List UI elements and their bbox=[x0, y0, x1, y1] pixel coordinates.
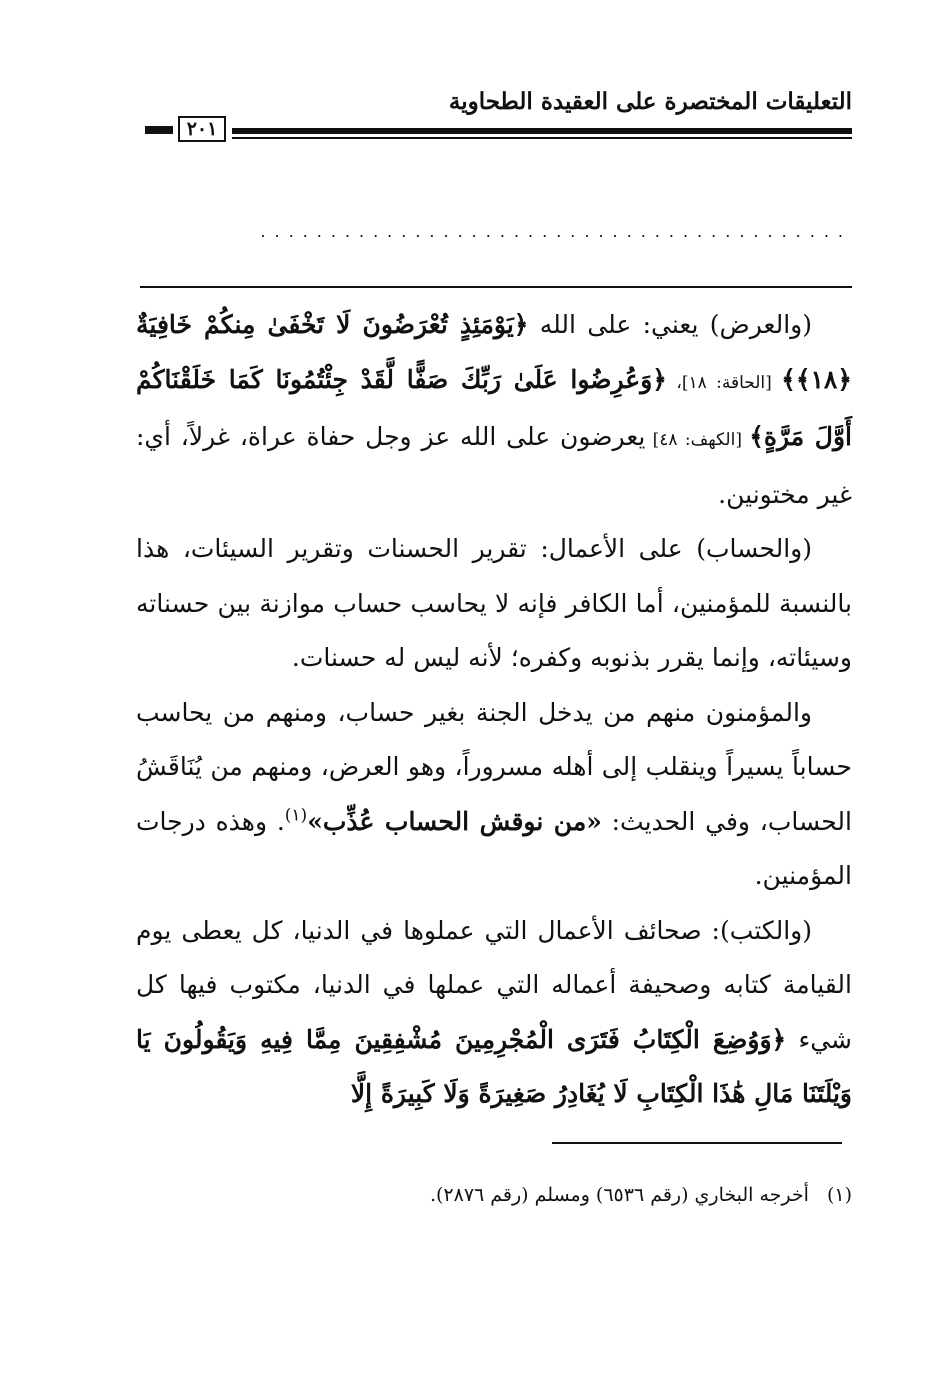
header-rule bbox=[232, 128, 852, 142]
verse-reference-haqqah: [الحاقة: ١٨]، bbox=[666, 372, 782, 393]
footnote-marker[interactable]: (١) bbox=[284, 805, 308, 826]
footnote-rule bbox=[552, 1142, 842, 1144]
footnote-number: (١) bbox=[826, 1184, 852, 1206]
paragraph-believers bbox=[136, 686, 852, 904]
header-rule-thick bbox=[232, 128, 852, 134]
quran-verse-kahf: ﴿وَعُرِضُوا عَلَىٰ رَبِّكَ صَفًّا لَّقَدْ جِئْتُمُونَا كَمَا خَلَقْنَاكُمْ أَوَّلَ مَرَّةٍ﴾ bbox=[136, 364, 852, 451]
paragraph-display-intro: (والعرض) يعني: على الله bbox=[528, 310, 812, 339]
paragraph-display bbox=[136, 298, 852, 522]
running-title: التعليقات المختصرة على العقيدة الطحاوية bbox=[448, 88, 852, 115]
page-number-dash bbox=[145, 126, 173, 134]
paragraph-believers-before: والمؤمنون منهم من يدخل الجنة بغير حساب، ومنهم من يحاسب حساباً يسيراً وينقلب إلى أهله مسروراً، وهو العرض، ومنهم من يُنَاقَشُ الحساب، وفي الحديث: bbox=[136, 697, 852, 836]
hadith-quote: «من نوقش الحساب عُذِّب» bbox=[307, 806, 602, 836]
paragraph-reckoning: (والحساب) على الأعمال: تقرير الحسنات وتقرير السيئات، هذا بالنسبة للمؤمنين، أما الكافر فإنه لا يحاسب حساب موازنة بين حسناته وسيئاته، وإنما يقرر بذنوبه وكفره؛ لأنه ليس له حسنات. bbox=[136, 534, 852, 672]
paragraph-books-before: (والكتب): صحائف الأعمال التي عملوها في الدنيا، كل يعطى يوم القيامة كتابه وصحيفة أعماله التي عملها في الدنيا، مكتوب فيها كل شيء bbox=[136, 915, 852, 1054]
paragraph-display-rest: يعرضون على الله عز وجل حفاة عراة، غرلاً، أي: غير مختونين. bbox=[136, 422, 852, 509]
page-header bbox=[140, 88, 852, 148]
quran-verse-kahf-49: ﴿وَوُضِعَ الْكِتَابُ فَتَرَى الْمُجْرِمِينَ مُشْفِقِينَ مِمَّا فِيهِ وَيَقُولُونَ يَا وَيْلَتَنَا مَالِ هَٰذَا الْكِتَابِ لَا يُغَادِرُ صَغِيرَةً وَلَا كَبِيرَةً إِلَّا bbox=[136, 1024, 852, 1108]
section-rule bbox=[140, 286, 852, 288]
main-text bbox=[136, 298, 852, 1122]
footnote bbox=[140, 1180, 852, 1210]
dotted-separator: .......................................... bbox=[260, 222, 852, 241]
header-rule-thin bbox=[232, 137, 852, 139]
page-number: ٢٠١ bbox=[178, 116, 226, 142]
quran-verse-haqqah: ﴿يَوْمَئِذٍ تُعْرَضُونَ لَا تَخْفَىٰ مِنكُمْ خَافِيَةٌ ﴿١٨﴾﴾ bbox=[136, 310, 852, 394]
paragraph-believers-after: . وهذه درجات المؤمنين. bbox=[136, 806, 852, 890]
paragraph-books bbox=[136, 904, 852, 1122]
verse-reference-kahf: [الكهف: ٤٨] bbox=[645, 430, 750, 450]
footnote-text: أخرجه البخاري (رقم ٦٥٣٦) ومسلم (رقم ٢٨٧٦). bbox=[429, 1184, 809, 1206]
